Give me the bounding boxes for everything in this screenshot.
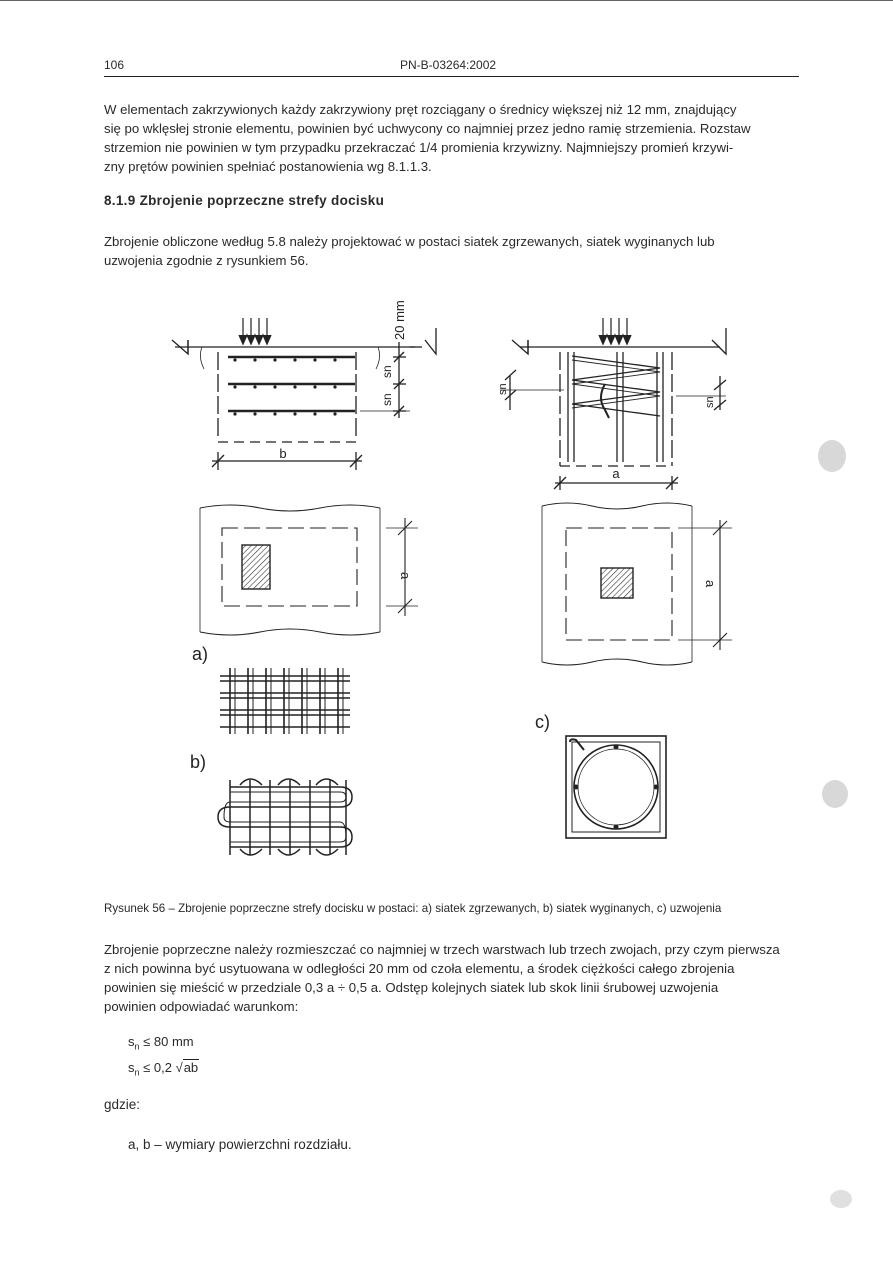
figure-56 <box>160 280 760 860</box>
welded-mesh-drawing <box>220 668 350 734</box>
figure-caption: Rysunek 56 – Zbrojenie poprzeczne strefy docisku w postaci: a) siatek zgrzewanych, b) siatek wyginanych, c) uzwojenia <box>104 902 722 915</box>
dim-label-a: a <box>612 466 620 481</box>
dim-label-sn-1: sn <box>380 365 394 378</box>
formula-sn-max <box>128 1034 194 1052</box>
dim-label-20mm: 20 mm <box>392 300 407 340</box>
panel-label-b: b) <box>190 752 207 772</box>
spiral-drawing <box>566 736 666 838</box>
text-line: powinien odpowiadać warunkom: <box>104 999 299 1014</box>
symbol-definition: a, b – wymiary powierzchni rozdziału. <box>128 1137 352 1152</box>
text-line: uzwojenia zgodnie z rysunkiem 56. <box>104 253 309 268</box>
formula-condition: ≤ 0,2 <box>139 1060 176 1075</box>
dim-label-sn-left: sn <box>497 383 509 395</box>
bent-mesh-drawing <box>218 779 352 855</box>
reinforcement-drawing <box>160 280 760 860</box>
text-line: Zbrojenie obliczone według 5.8 należy projektować w postaci siatek zgrzewanych, siatek wyginanych lub <box>104 234 715 249</box>
page-header <box>104 58 799 77</box>
where-label: gdzie: <box>104 1097 141 1112</box>
dim-label-sn-2: sn <box>380 393 394 406</box>
formula-subscript: n <box>134 1067 140 1078</box>
scan-speck <box>830 1190 852 1208</box>
text-line: powinien się mieścić w przedziale 0,3 a ÷ 0,5 a. Odstęp kolejnych siatek lub skok linii śrubowej uzwojenia <box>104 980 719 995</box>
plan-view-left <box>200 505 418 635</box>
formula-sn-sqrt <box>128 1060 199 1078</box>
text-line: W elementach zakrzywionych każdy zakrzywiony pręt rozciągany o średnicy większej niż 12 mm, znajdujący <box>104 102 737 117</box>
scan-top-edge <box>0 0 893 5</box>
scan-speck <box>818 440 846 472</box>
standard-number: PN-B-03264:2002 <box>400 58 497 72</box>
dim-label-a-right: a <box>703 580 718 588</box>
dim-label-a-left: a <box>398 572 413 580</box>
paragraph-curved-elements <box>104 100 802 176</box>
elevation-spiral <box>500 318 726 490</box>
panel-label-c: c) <box>535 712 550 732</box>
text-line: się po wklęsłej stronie elementu, powinien być uchwycony co najmniej przez jedno ramię strzemienia. Rozstaw <box>104 121 751 136</box>
text-line: strzemion nie powinien w tym przypadku przekraczać 1/4 promienia krzywizny. Najmniejszy promień krzywi- <box>104 140 734 155</box>
text-line: zny prętów powinien spełniać postanowienia wg 8.1.1.3. <box>104 159 432 174</box>
sqrt-sign: √ <box>175 1060 183 1075</box>
text-line: z nich powinna być usytuowana w odległości 20 mm od czoła elementu, a środek ciężkości całego zbrojenia <box>104 961 735 976</box>
formula-condition: ≤ 80 mm <box>139 1034 194 1049</box>
mesh-bar-dots <box>233 358 336 415</box>
paragraph-design-intro <box>104 232 802 270</box>
formula-variable: s <box>128 1034 135 1049</box>
page-number: 106 <box>104 58 125 72</box>
scan-speck <box>822 780 848 808</box>
dim-label-sn-right: sn <box>704 396 716 408</box>
dim-label-b: b <box>279 446 287 461</box>
formula-subscript: n <box>134 1041 140 1052</box>
panel-label-a: a) <box>192 644 209 664</box>
sqrt-radicand: ab <box>183 1060 199 1075</box>
formula-variable: s <box>128 1060 135 1075</box>
text-line: Zbrojenie poprzeczne należy rozmieszczać co najmniej w trzech warstwach lub trzech zwojach, przy czym pierwsza <box>104 942 780 957</box>
paragraph-placement-rules <box>104 940 802 1016</box>
section-heading: 8.1.9 Zbrojenie poprzeczne strefy docisku <box>104 193 385 208</box>
